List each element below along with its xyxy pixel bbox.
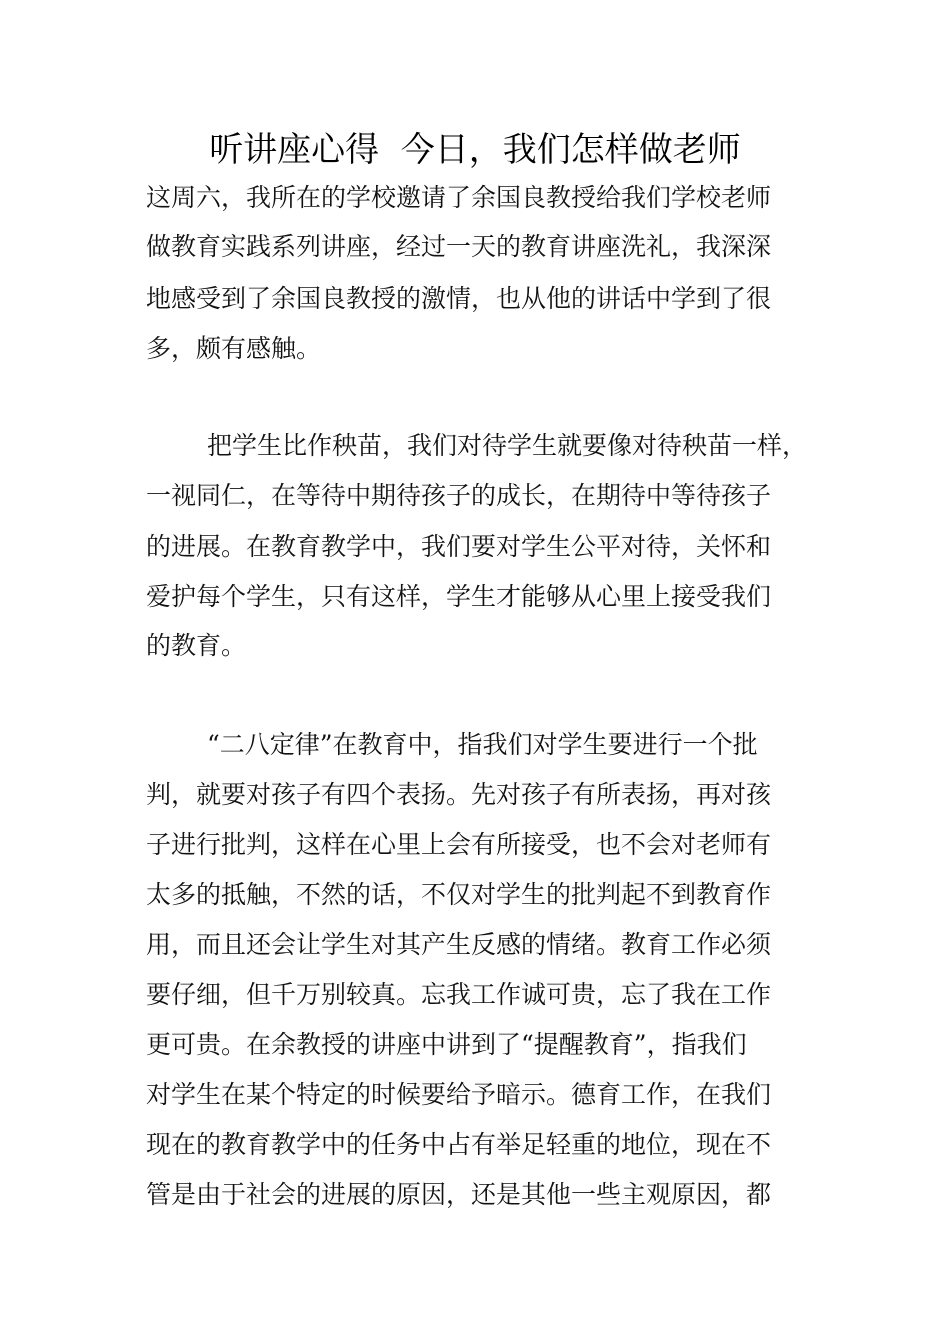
paragraph-3-line-5: 用，而且还会让学生对其产生反感的情绪。教育工作必须 (146, 930, 772, 959)
paragraph-1-line-1: 这周六，我所在的学校邀请了余国良教授给我们学校老师 (146, 183, 772, 212)
paragraph-3-line-3: 子进行批判，这样在心里上会有所接受，也不会对老师有 (146, 830, 772, 859)
paragraph-1-line-4: 多，颇有感触。 (146, 334, 322, 363)
paragraph-1-line-2: 做教育实践系列讲座，经过一天的教育讲座洗礼，我深深 (146, 232, 772, 261)
paragraph-2-line-1: 把学生比作秧苗，我们对待学生就要像对待秧苗一样， (207, 431, 808, 460)
paragraph-2-line-4: 爱护每个学生，只有这样，学生才能够从心里上接受我们 (146, 582, 772, 611)
paragraph-3-line-1: “二八定律”在教育中，指我们对学生要进行一个批 (207, 730, 758, 759)
paragraph-3-line-2: 判，就要对孩子有四个表扬。先对孩子有所表扬，再对孩 (146, 780, 772, 809)
paragraph-2-line-3: 的进展。在教育教学中，我们要对学生公平对待，关怀和 (146, 532, 772, 561)
paragraph-3-line-7: 更可贵。在余教授的讲座中讲到了“提醒教育”，指我们 (146, 1030, 747, 1059)
paragraph-3-line-4: 太多的抵触，不然的话，不仅对学生的批判起不到教育作 (146, 880, 772, 909)
paragraph-2-line-2: 一视同仁，在等待中期待孩子的成长，在期待中等待孩子 (146, 481, 772, 510)
paragraph-1-line-3: 地感受到了余国良教授的激情，也从他的讲话中学到了很 (146, 284, 772, 313)
paragraph-3-line-6: 要仔细，但千万别较真。忘我工作诚可贵，忘了我在工作 (146, 980, 772, 1009)
document-title: 听讲座心得 今日，我们怎样做老师 (209, 130, 741, 170)
paragraph-3-line-8: 对学生在某个特定的时候要给予暗示。德育工作，在我们 (146, 1080, 772, 1109)
paragraph-2-line-5: 的教育。 (146, 631, 247, 660)
paragraph-3-line-10: 管是由于社会的进展的原因，还是其他一些主观原因，都 (146, 1180, 772, 1209)
paragraph-3-line-9: 现在的教育教学中的任务中占有举足轻重的地位，现在不 (146, 1130, 772, 1159)
